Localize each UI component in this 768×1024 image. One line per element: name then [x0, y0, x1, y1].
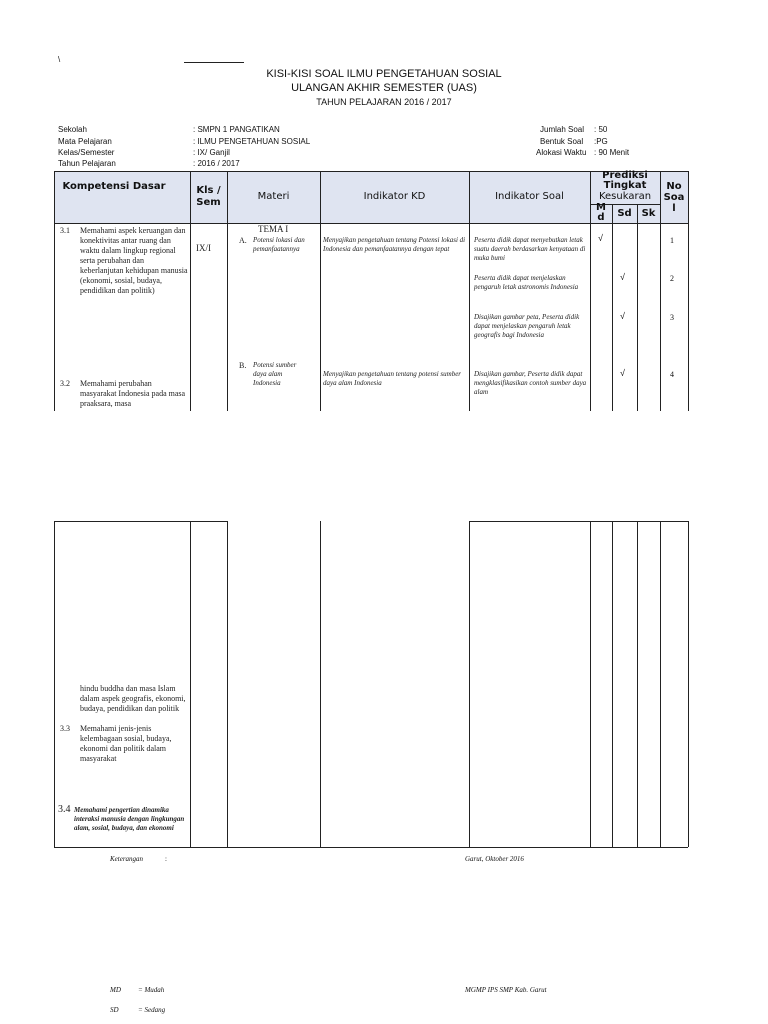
check-mark-sd-3: √	[620, 311, 625, 321]
info-label-alokasi: Alokasi Waktu	[536, 148, 587, 157]
info-value-mapel: : ILMU PENGETAHUAN SOSIAL	[193, 137, 311, 146]
col-border-3	[227, 171, 228, 411]
info-label-bentuk: Bentuk Soal	[540, 137, 584, 146]
header-materi: Materi	[257, 191, 290, 202]
info-label-jumlah: Jumlah Soal	[540, 125, 585, 134]
legend-md-value: = Mudah	[138, 986, 165, 994]
doc-title-1: KISI-KISI SOAL ILMU PENGETAHUAN SOSIAL	[266, 68, 502, 80]
header-sk: Sk	[641, 208, 656, 219]
page2-bottom	[54, 847, 688, 848]
p2-col-2	[190, 521, 191, 847]
p2-col-6	[590, 521, 591, 847]
indikator-kd-1: Menyajikan pengetahuan tentang Potensi lokasi di Indonesia dan pemanfaatannya dengan tepat	[323, 236, 466, 253]
soal-number-3: 3	[670, 313, 674, 322]
p2-col-10	[688, 521, 689, 847]
kd-3-1-number: 3.1	[60, 226, 70, 235]
col-border-7	[612, 204, 613, 411]
header-md-d: d	[597, 212, 605, 223]
place-date: Garut, Oktober 2016	[465, 855, 524, 863]
info-value-jumlah: : 50	[594, 125, 608, 134]
p2-col-4	[320, 521, 321, 847]
header-prediksi: Prediksi	[602, 170, 648, 181]
info-value-kelas: : IX/ Ganjil	[193, 148, 230, 157]
soal-number-1: 1	[670, 236, 674, 245]
materi-a-text: Potensi lokasi dan pemanfaatannya	[253, 236, 305, 253]
header-sem: Sem	[196, 197, 221, 208]
check-mark-sd-4: √	[620, 368, 625, 378]
info-label-kelas: Kelas/Semester	[58, 148, 115, 157]
slash-mark: \	[58, 55, 61, 64]
materi-a-letter: A.	[239, 236, 247, 245]
header-indikator-kd: Indikator KD	[363, 191, 426, 202]
keterangan-label: Keterangan	[110, 855, 144, 863]
p2-col-5	[469, 521, 470, 847]
kd-3-1-text: Memahami aspek keruangan dan konektivitas antar ruang dan waktu dalam lingkup regional serta perubahan dan keberlanjutan kehidupan manusia (ekonomi, sosial, budaya, pendidikan dan politik)	[80, 226, 188, 295]
header-kompetensi-dasar: Kompetensi Dasar	[62, 181, 166, 192]
indikator-soal-1: Peserta didik dapat menyebutkan letak suatu daerah berdasarkan kenyataan di muka bumi	[474, 236, 586, 262]
info-value-sekolah: : SMPN 1 PANGATIKAN	[193, 125, 280, 134]
page2-top-right	[469, 521, 688, 522]
indikator-soal-2: Peserta didik dapat menjelaskan pengaruh letak astronomis Indonesia	[474, 274, 579, 291]
doc-title-2: ULANGAN AKHIR SEMESTER (UAS)	[291, 82, 477, 94]
header-no-1: No	[666, 181, 682, 192]
p2-col-8	[637, 521, 638, 847]
indikator-soal-4: Disajikan gambar, Peserta didik dapat mengklasifikasikan contoh sumber daya alam	[474, 370, 587, 396]
legend-sd-value: = Sedang	[138, 1006, 166, 1014]
kd-3-4-text: Memahami pengertian dinamika interaksi manusia dengan lingkungan alam, sosial, budaya, dan ekonomi	[74, 806, 185, 832]
info-value-bentuk: :PG	[594, 137, 608, 146]
keterangan-colon: :	[165, 855, 167, 863]
col-border-5	[469, 171, 470, 411]
page2-top-left	[54, 521, 227, 522]
p2-col-3	[227, 521, 228, 847]
kd-3-3-number: 3.3	[60, 724, 70, 733]
info-label-mapel: Mata Pelajaran	[58, 137, 112, 146]
indikator-soal-3: Disajikan gambar peta, Peserta didik dapat menjelaskan pengaruh letak geografis bagi Indonesia	[474, 313, 580, 339]
col-border-4	[320, 171, 321, 411]
p2-col-9	[660, 521, 661, 847]
header-no-2: Soa	[663, 192, 685, 203]
info-label-sekolah: Sekolah	[58, 125, 87, 134]
materi-b-letter: B.	[239, 361, 247, 370]
info-label-tahun: Tahun Pelajaran	[58, 159, 116, 168]
kd-3-2-number: 3.2	[60, 379, 70, 388]
header-kls: Kls /	[196, 185, 221, 196]
materi-b-text: Potensi sumber daya alam Indonesia	[253, 361, 297, 387]
doc-title-3: TAHUN PELAJARAN 2016 / 2017	[316, 97, 452, 107]
signature-line	[184, 62, 244, 63]
col-border-1	[54, 171, 55, 411]
header-no-3: l	[672, 203, 676, 214]
header-tingkat: Tingkat	[603, 180, 647, 191]
soal-number-4: 4	[670, 370, 674, 379]
kd-3-4-number: 3.4	[58, 804, 71, 815]
indikator-kd-2: Menyajikan pengetahuan tentang potensi sumber daya alam Indonesia	[323, 370, 462, 387]
p2-col-1	[54, 521, 55, 847]
header-kesukaran: Kesukaran	[598, 191, 652, 202]
kd-3-3-text: Memahami jenis-jenis kelembagaan sosial, budaya, ekonomi dan politik dalam masyarakat	[80, 724, 172, 763]
info-value-tahun: : 2016 / 2017	[193, 159, 240, 168]
header-md-m: M	[596, 202, 606, 213]
kd-3-2-text: Memahami perubahan masyarakat Indonesia pada masa praaksara, masa	[80, 379, 186, 408]
legend-md: MD	[110, 986, 121, 994]
check-mark-sd-2: √	[620, 272, 625, 282]
header-indikator-soal: Indikator Soal	[495, 191, 564, 202]
col-border-10	[688, 171, 689, 411]
header-sd: Sd	[617, 208, 632, 219]
kd-3-2-continued: hindu buddha dan masa Islam dalam aspek geografis, ekonomi, budaya, pendidikan dan politik	[80, 684, 186, 713]
info-value-alokasi: : 90 Menit	[594, 148, 630, 157]
check-mark-md-1: √	[598, 233, 603, 243]
kls-value: IX/I	[196, 243, 211, 253]
soal-number-2: 2	[670, 274, 674, 283]
table-header-bottom	[54, 223, 688, 224]
legend-sd: SD	[110, 1006, 119, 1014]
mgmp-label: MGMP IPS SMP Kab. Garut	[465, 986, 547, 994]
p2-col-7	[612, 521, 613, 847]
col-border-8	[637, 204, 638, 411]
tema-label: TEMA I	[258, 224, 289, 234]
